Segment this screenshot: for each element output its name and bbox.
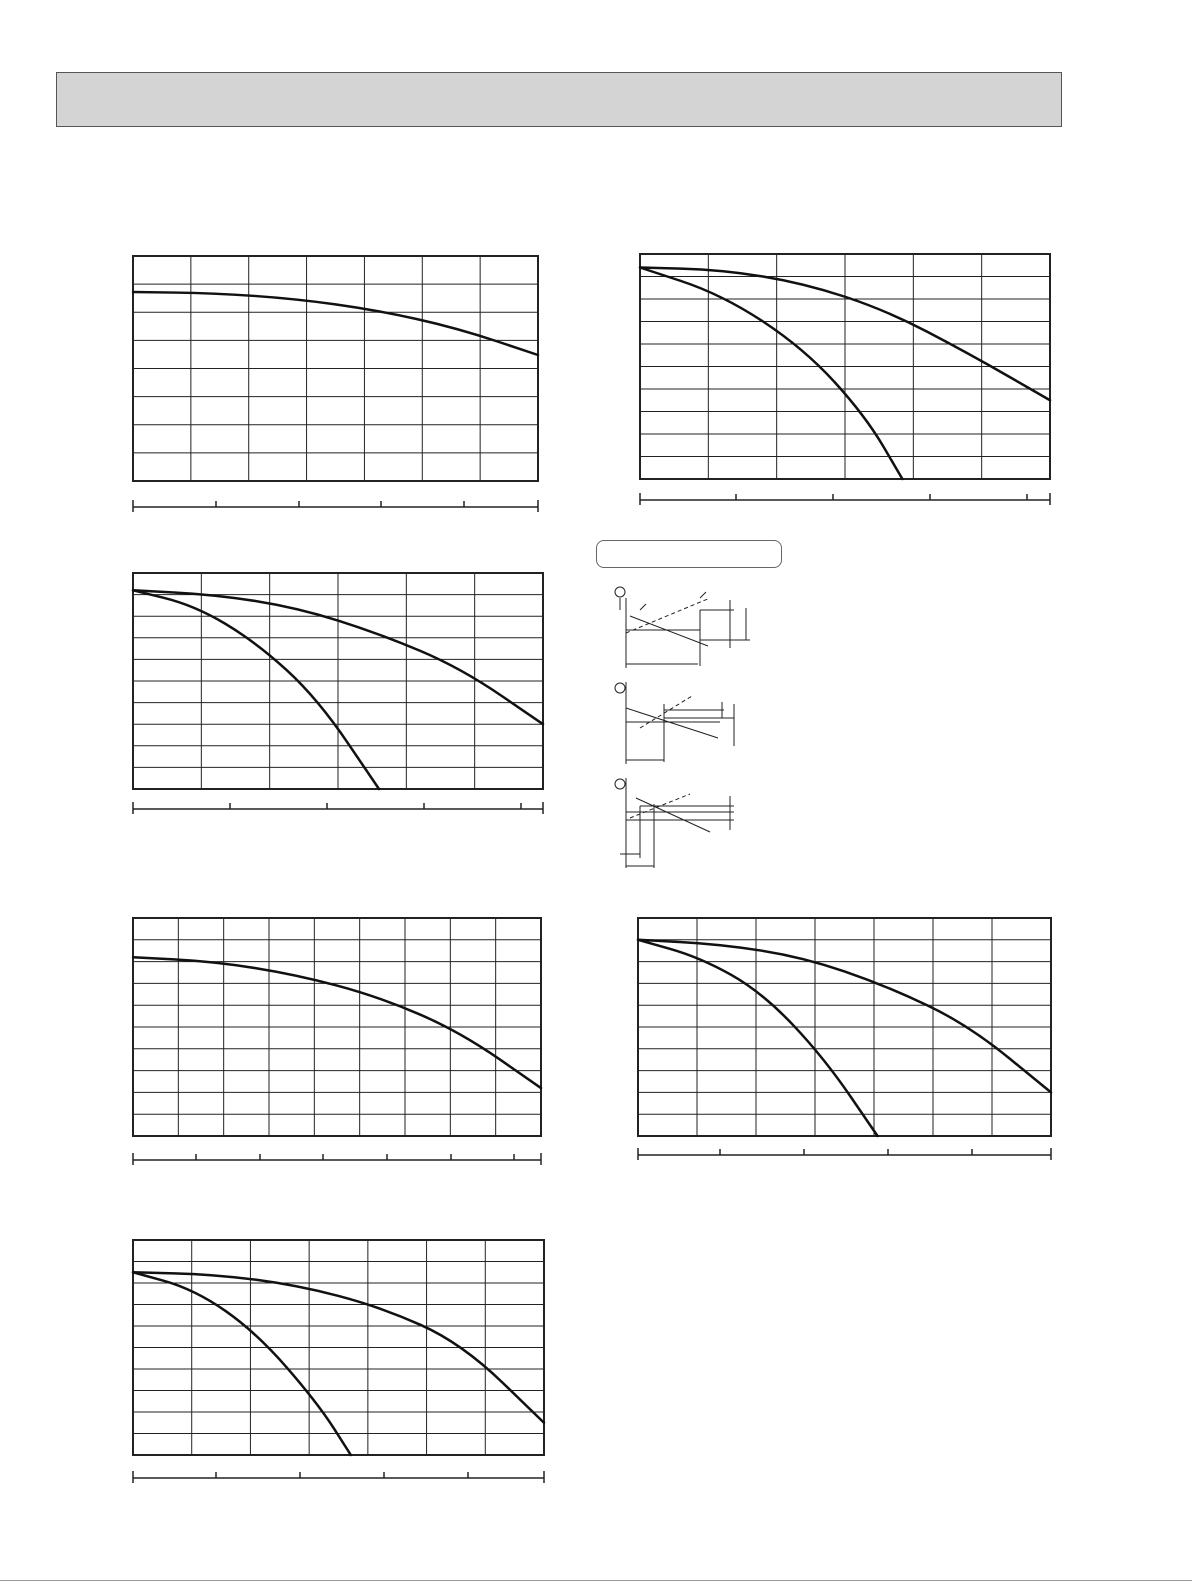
page-bottom-rule	[0, 1580, 1192, 1581]
step-marker-1	[615, 587, 625, 597]
chart-5-series-1-curve	[638, 940, 1051, 1093]
step-marker-3	[615, 779, 625, 789]
step-marker-2	[615, 683, 625, 693]
chart-2-series-2-curve	[133, 590, 379, 789]
reading-method-diagram	[600, 578, 760, 878]
chart-1-series-1-curve	[133, 292, 538, 355]
chart-6-series-2-curve	[133, 1272, 351, 1455]
legend-box	[596, 540, 782, 568]
chart-4-series-1-curve	[133, 957, 541, 1088]
